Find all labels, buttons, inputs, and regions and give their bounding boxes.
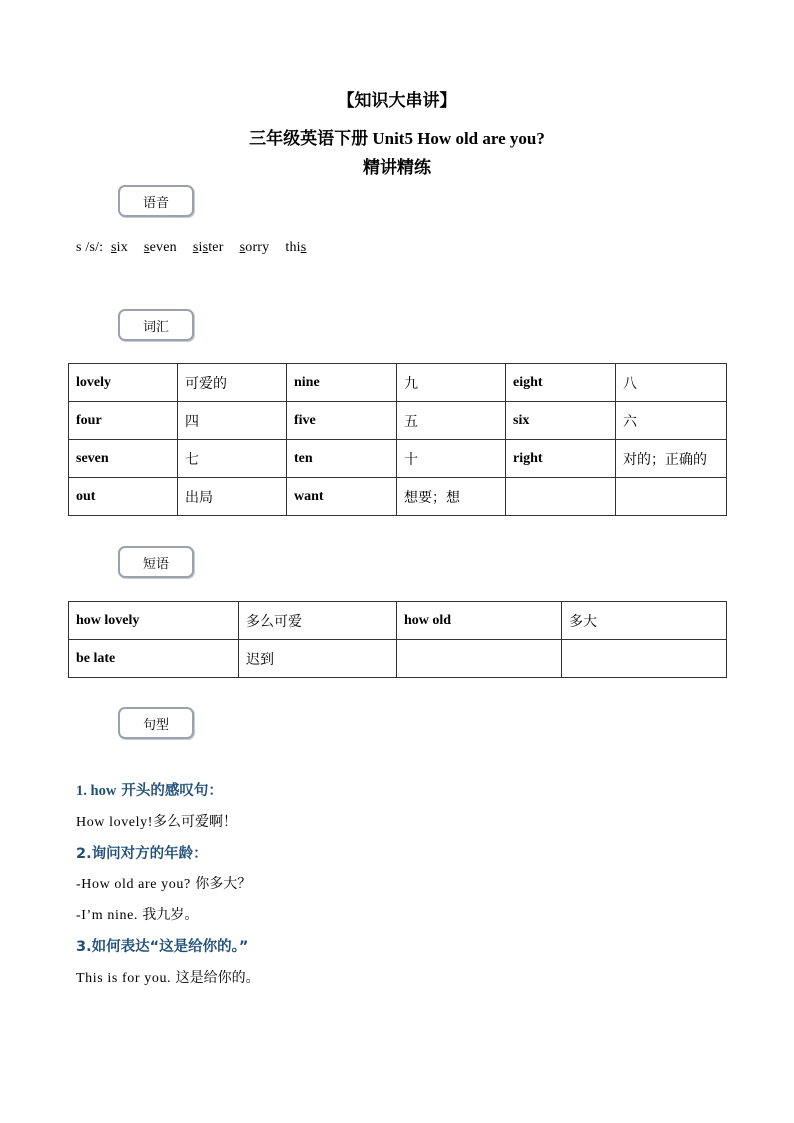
heading-2: 2.询问对方的年龄： [76, 846, 208, 862]
chinese-meaning-cell: 多么可爱 [239, 602, 397, 640]
underlined-letter: s [202, 240, 209, 255]
english-term-cell: seven [69, 440, 178, 478]
table-row [69, 640, 727, 678]
phonics-line [76, 240, 322, 256]
line-2-en: -How old are you? [76, 877, 191, 892]
chinese-meaning-cell: 四 [178, 402, 287, 440]
section-label-phonics: 语音 [118, 185, 194, 217]
english-term-cell: how old [397, 602, 562, 640]
sentence-line-1 [76, 811, 237, 831]
english-term-cell: ten [287, 440, 397, 478]
table-row [69, 440, 727, 478]
english-term-cell: how lovely [69, 602, 239, 640]
english-term-cell: be late [69, 640, 239, 678]
english-term-cell: four [69, 402, 178, 440]
heading-1-zh: 开头的感叹句： [116, 783, 223, 799]
english-term-cell: lovely [69, 364, 178, 402]
underlined-letter: s [192, 240, 199, 255]
table-row [69, 478, 727, 516]
chinese-meaning-cell: 六 [616, 402, 727, 440]
table-row [69, 364, 727, 402]
underlined-letter: s [143, 240, 150, 255]
line-4-zh: 这是给你的。 [171, 970, 260, 986]
table-row [69, 602, 727, 640]
chinese-meaning-cell [562, 640, 727, 678]
sentence-heading-3 [76, 935, 248, 956]
vocabulary-table [68, 363, 727, 516]
phonics-word [193, 240, 224, 255]
english-term-cell: want [287, 478, 397, 516]
section-label-phrases: 短语 [118, 546, 194, 578]
section-label-vocabulary: 词汇 [118, 309, 194, 341]
sentence-heading-1 [76, 779, 223, 800]
line-1-en: How lovely! [76, 815, 153, 830]
english-term-cell: out [69, 478, 178, 516]
unit-subtitle: 精讲精练 [363, 158, 431, 177]
english-term-cell: right [506, 440, 616, 478]
sentence-line-3 [76, 904, 198, 924]
table-row [69, 402, 727, 440]
chinese-meaning-cell: 出局 [178, 478, 287, 516]
phrase-table [68, 601, 727, 678]
phonics-word [111, 240, 128, 255]
page-title: 【知识大串讲】 [337, 91, 457, 110]
english-term-cell: nine [287, 364, 397, 402]
phonics-word [285, 240, 306, 255]
english-term-cell: five [287, 402, 397, 440]
section-label-sentences: 句型 [118, 707, 194, 739]
word-part: ter [208, 240, 224, 255]
chinese-meaning-cell: 想要；想 [397, 478, 506, 516]
line-1-zh: 多么可爱啊！ [152, 814, 237, 830]
phonics-word [144, 240, 177, 255]
sentence-heading-2 [76, 842, 208, 863]
chinese-meaning-cell: 七 [178, 440, 287, 478]
word-part: i [198, 240, 203, 255]
unit-title: 三年级英语下册 Unit5 How old are you? [249, 129, 545, 148]
chinese-meaning-cell: 五 [397, 402, 506, 440]
underlined-letter: s [110, 240, 117, 255]
english-term-cell: eight [506, 364, 616, 402]
phonics-word [240, 240, 270, 255]
underlined-letter: s [239, 240, 246, 255]
english-term-cell: six [506, 402, 616, 440]
phonics-prefix: s /s/: [76, 240, 104, 255]
chinese-meaning-cell: 八 [616, 364, 727, 402]
word-part: thi [285, 240, 301, 255]
heading-1-en: 1. how [76, 783, 117, 799]
chinese-meaning-cell: 可爱的 [178, 364, 287, 402]
chinese-meaning-cell: 九 [397, 364, 506, 402]
heading-3: 3.如何表达“这是给你的。” [76, 939, 249, 955]
chinese-meaning-cell: 多大 [562, 602, 727, 640]
chinese-meaning-cell: 十 [397, 440, 506, 478]
line-3-en: -I’m nine. [76, 908, 138, 923]
line-3-zh: 我九岁。 [137, 907, 199, 923]
english-term-cell [397, 640, 562, 678]
sentence-line-4 [76, 967, 260, 987]
underlined-letter: s [300, 240, 307, 255]
line-2-zh: 你多大？ [190, 876, 252, 892]
english-term-cell [506, 478, 616, 516]
word-part: ix [116, 240, 128, 255]
chinese-meaning-cell: 迟到 [239, 640, 397, 678]
chinese-meaning-cell [616, 478, 727, 516]
word-part: orry [245, 240, 270, 255]
word-part: even [149, 240, 177, 255]
sentence-line-2 [76, 873, 251, 893]
chinese-meaning-cell: 对的；正确的 [616, 440, 727, 478]
line-4-en: This is for you. [76, 971, 172, 986]
